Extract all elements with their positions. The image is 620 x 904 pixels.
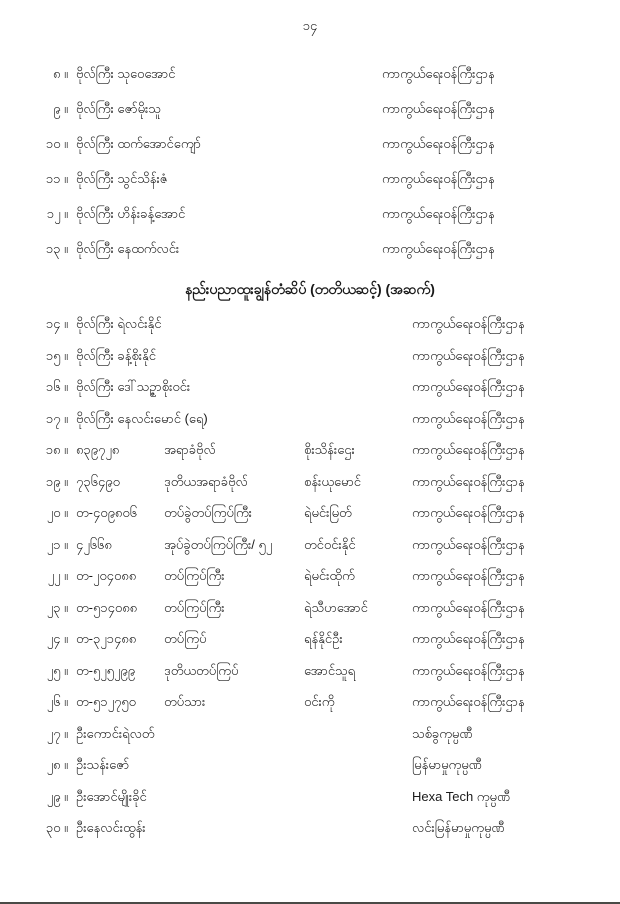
person-name: အောင်သူရ <box>304 662 356 678</box>
person-name: ဦးသန်းဇော် <box>76 757 130 772</box>
organization: သစ်ခွကုမ္ပဏီ <box>412 725 473 741</box>
person-name: စန်းယုမောင် <box>304 473 362 489</box>
organization: ကာကွယ်ရေးဝန်ကြီးဌာန <box>412 316 525 331</box>
person-name: ဗိုလ်ကြီး ဟိန်းခန့်အောင် <box>76 206 186 221</box>
row-number: ၂၅ ။ <box>46 662 68 678</box>
row-number: ၃၀ ။ <box>45 820 68 835</box>
table-row <box>0 568 620 600</box>
service-number: တ-၅၁၂၇၅၀ <box>76 694 136 709</box>
table-row <box>0 379 620 411</box>
person-name: ရဲသီဟအောင် <box>304 599 368 615</box>
organization: ကာကွယ်ရေးဝန်ကြီးဌာန <box>412 347 525 363</box>
rank: တပ်ကြပ်ကြီး <box>164 599 225 615</box>
table-row <box>0 241 620 276</box>
table-row <box>0 474 620 506</box>
person-name: ဗိုလ်ကြီး ရဲလင်းနိုင် <box>76 316 162 331</box>
organization: လင်းမြန်မာမှုကုမ္ပဏီ <box>412 820 505 835</box>
row-number: ၁၅ ။ <box>45 347 68 363</box>
person-name: ရဲမင်းထိုက် <box>304 568 355 583</box>
rank: တပ်ခွဲတပ်ကြပ်ကြီး <box>164 505 252 520</box>
row-number: ၁၉ ။ <box>45 473 68 489</box>
award-list-section-1 <box>0 66 620 276</box>
person-name: ဗိုလ်ကြီး ဇော်မိုးသူ <box>76 101 161 116</box>
organization: ကာကွယ်ရေးဝန်ကြီးဌာန <box>412 536 525 552</box>
table-row <box>0 316 620 348</box>
organization: ကာကွယ်ရေးဝန်ကြီးဌာန <box>412 379 525 394</box>
organization: ကာကွယ်ရေးဝန်ကြီးဌာန <box>382 101 495 116</box>
row-number: ၂၁ ။ <box>46 536 68 552</box>
person-name: ဦးနေလင်းထွန်း <box>76 820 146 835</box>
table-row <box>0 757 620 789</box>
row-number: ၂၆ ။ <box>46 694 68 709</box>
person-name: တင်ဝင်းနိုင် <box>304 536 356 552</box>
service-number: တ-၄၀၉၈၀၆ <box>76 505 137 520</box>
organization: ကာကွယ်ရေးဝန်ကြီးဌာန <box>382 66 495 81</box>
row-number: ၂၂ ။ <box>47 568 68 583</box>
person-name: ဗိုလ်ကြီး ဒေါ်သဉ္ဇာစိုးဝင်း <box>76 379 191 394</box>
table-row <box>0 663 620 695</box>
organization: ကာကွယ်ရေးဝန်ကြီးဌာန <box>382 241 495 256</box>
person-name: ဝင်းကို <box>304 694 335 709</box>
row-number: ၁၆ ။ <box>45 379 68 394</box>
person-name: ဗိုလ်ကြီး ထက်အောင်ကျော် <box>76 136 201 151</box>
table-row <box>0 66 620 101</box>
table-row <box>0 820 620 852</box>
table-row <box>0 789 620 821</box>
award-list-section-2 <box>0 316 620 852</box>
table-row <box>0 726 620 758</box>
organization: ကာကွယ်ရေးဝန်ကြီးဌာန <box>412 505 525 520</box>
rank: ဒုတိယအရာခံဗိုလ် <box>164 473 248 489</box>
table-row <box>0 411 620 443</box>
table-row <box>0 631 620 663</box>
organization: ကာကွယ်ရေးဝန်ကြီးဌာန <box>412 662 525 678</box>
table-row <box>0 537 620 569</box>
person-name: ဦးအောင်မျိုးခိုင် <box>76 788 147 804</box>
service-number: တ-၂၀၄၀၈၈ <box>76 568 137 583</box>
row-number: ၈ ။ <box>53 66 68 81</box>
service-number: ၄၂၆၆၈ <box>76 536 112 552</box>
table-row <box>0 101 620 136</box>
person-name: စိုးသိန်းဌေး <box>304 442 355 457</box>
organization: ကာကွယ်ရေးဝန်ကြီးဌာန <box>412 568 525 583</box>
organization: မြန်မာမှုကုမ္ပဏီ <box>412 757 482 772</box>
rank: တပ်ကြပ်ကြီး <box>164 568 225 583</box>
table-row <box>0 136 620 171</box>
service-number: တ-၃၂၁၄၈၈ <box>76 631 137 646</box>
row-number: ၂၇ ။ <box>46 725 68 741</box>
person-name: ဗိုလ်ကြီး သွင်သိန်းဇံ <box>76 171 168 186</box>
organization: ကာကွယ်ရေးဝန်ကြီးဌာန <box>412 442 525 457</box>
row-number: ၁၀ ။ <box>45 136 68 151</box>
row-number: ၂၈ ။ <box>46 757 68 772</box>
person-name: ဗိုလ်ကြီး သုဝေအောင် <box>76 66 176 81</box>
table-row <box>0 694 620 726</box>
rank: အုပ်ခွဲတပ်ကြပ်ကြီး/ ၅၂ <box>164 536 273 552</box>
person-name: ရဲမင်းမြတ် <box>304 505 352 520</box>
row-number: ၂၀ ။ <box>46 505 68 520</box>
organization: ကာကွယ်ရေးဝန်ကြီးဌာန <box>382 136 495 151</box>
service-number: ၈၃၉၇၂၈ <box>76 442 120 457</box>
organization: ကာကွယ်ရေးဝန်ကြီးဌာန <box>412 599 525 615</box>
row-number: ၂၉ ။ <box>46 788 68 804</box>
table-row <box>0 600 620 632</box>
table-row <box>0 171 620 206</box>
service-number: တ-၅၂၅၂၉၉ <box>76 662 136 678</box>
person-name: ဗိုလ်ကြီး နေထက်လင်း <box>76 241 180 256</box>
row-number: ၂၃ ။ <box>46 599 68 615</box>
person-name: ဗိုလ်ကြီး နေလင်းမောင် (ရေ) <box>76 410 208 426</box>
organization: ကာကွယ်ရေးဝန်ကြီးဌာန <box>382 171 495 186</box>
row-number: ၁၃ ။ <box>45 241 68 256</box>
person-name: ဗိုလ်ကြီး ခန့်စိုးနိုင် <box>76 347 157 363</box>
rank: ဒုတိယတပ်ကြပ် <box>164 662 239 678</box>
row-number: ၁၂ ။ <box>46 206 68 221</box>
rank: တပ်သား <box>164 694 206 709</box>
organization: ကာကွယ်ရေးဝန်ကြီးဌာန <box>412 410 525 426</box>
table-row <box>0 206 620 241</box>
row-number: ၁၄ ။ <box>45 316 68 331</box>
service-number: တ-၅၁၄၀၈၈ <box>76 599 138 615</box>
table-row <box>0 442 620 474</box>
organization: ကာကွယ်ရေးဝန်ကြီးဌာန <box>412 631 525 646</box>
rank: အရာခံဗိုလ် <box>164 442 216 457</box>
row-number: ၉ ။ <box>53 101 68 116</box>
row-number: ၂၄ ။ <box>46 631 68 646</box>
organization: Hexa Tech ကုမ္ပဏီ <box>412 788 511 804</box>
service-number: ၇၃၆၄၉၀ <box>76 473 120 489</box>
person-name: ဦးကောင်းရဲလတ် <box>76 725 155 741</box>
organization: ကာကွယ်ရေးဝန်ကြီးဌာန <box>412 473 525 489</box>
table-row <box>0 505 620 537</box>
row-number: ၁၁ ။ <box>45 171 68 186</box>
section-heading: နည်းပညာထူးချွန်တံဆိပ် (တတိယဆင့်) (အဆက်) <box>185 281 435 297</box>
row-number: ၁၇ ။ <box>45 410 68 426</box>
table-row <box>0 348 620 380</box>
page-number: ၁၄ <box>302 18 318 33</box>
rank: တပ်ကြပ် <box>164 631 207 646</box>
person-name: ရန်နိုင်ဦး <box>304 631 343 646</box>
organization: ကာကွယ်ရေးဝန်ကြီးဌာန <box>382 206 495 221</box>
row-number: ၁၈ ။ <box>45 442 68 457</box>
organization: ကာကွယ်ရေးဝန်ကြီးဌာန <box>412 694 525 709</box>
